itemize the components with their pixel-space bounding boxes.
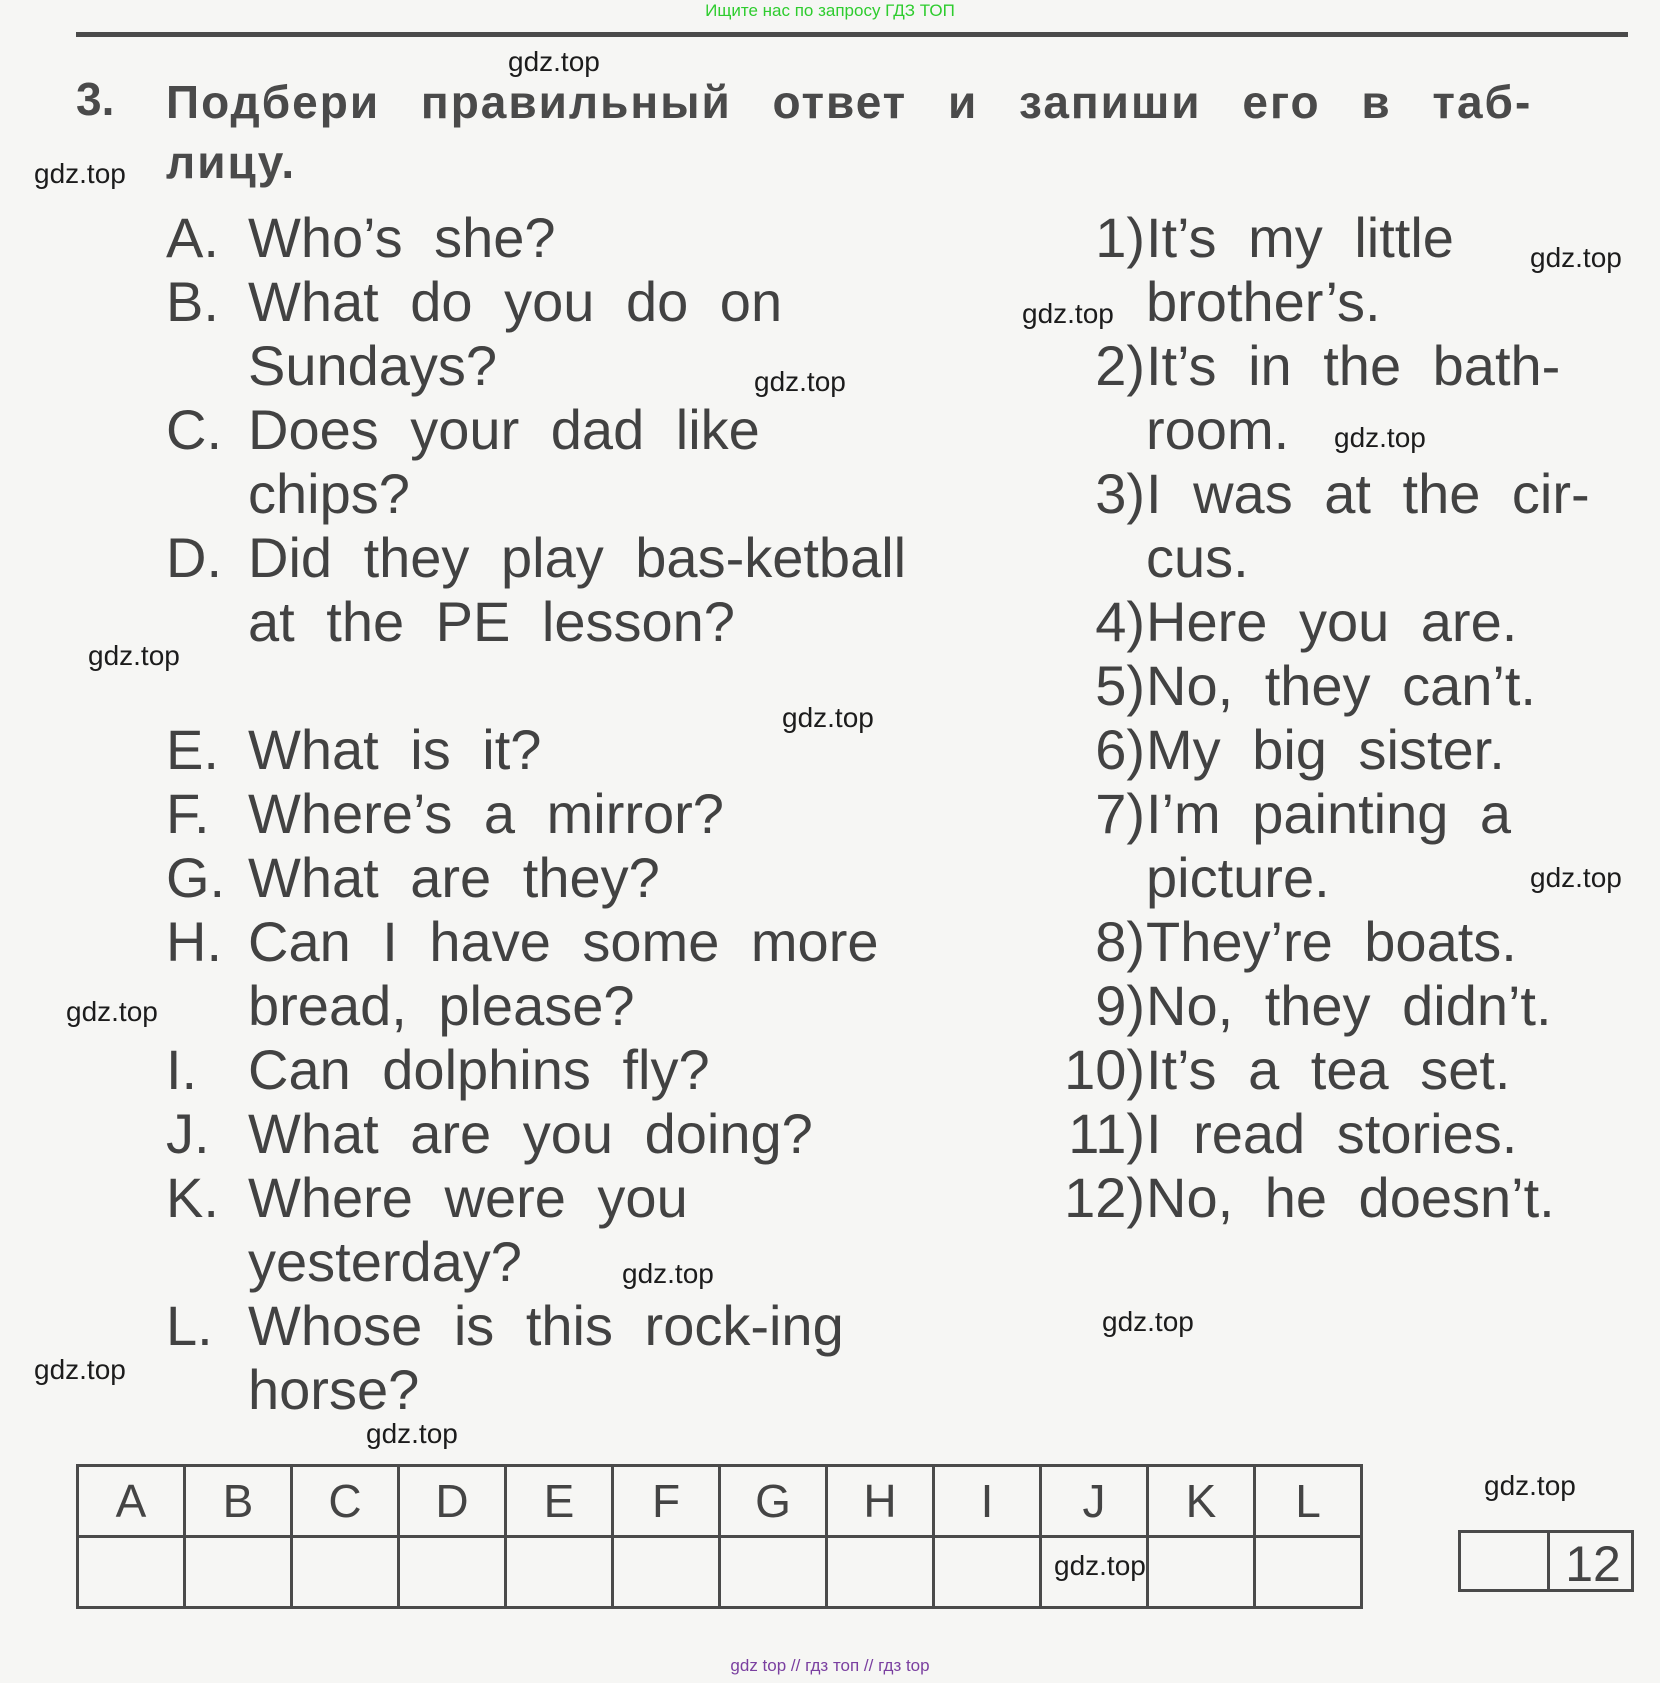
answer-text: I read stories. (1146, 1102, 1518, 1165)
answer-cell-a[interactable] (78, 1537, 185, 1608)
watermark: gdz.top (34, 1354, 126, 1385)
question-item (166, 910, 926, 1038)
question-letter: C. (166, 398, 222, 461)
answer-table (76, 1464, 1363, 1609)
answer-text: No, they didn’t. (1146, 974, 1552, 1037)
answer-text: My big sister. (1146, 718, 1505, 781)
question-item (166, 1294, 926, 1422)
answer-number: 1) (1095, 206, 1145, 269)
answer-text: They’re boats. (1146, 910, 1517, 973)
answer-item (1030, 1038, 1660, 1102)
watermark: gdz.top (1530, 862, 1622, 893)
question-item (166, 206, 926, 270)
answer-text: I’m painting a picture. (1146, 782, 1512, 909)
watermark: gdz.top (66, 996, 158, 1027)
answer-item (1030, 590, 1660, 654)
watermark: gdz.top (1530, 242, 1622, 273)
answer-number: 9) (1095, 974, 1145, 1037)
question-letter: K. (166, 1166, 219, 1229)
answer-number: 11) (1068, 1102, 1145, 1165)
answer-number: 5) (1095, 654, 1145, 717)
question-text: Whose is this rock-ing horse? (248, 1294, 844, 1421)
answer-number: 10) (1064, 1038, 1145, 1101)
question-text: What are they? (248, 846, 660, 909)
question-letter: F. (166, 782, 210, 845)
answer-text: No, he doesn’t. (1146, 1166, 1555, 1229)
question-item (166, 1102, 926, 1166)
answer-table-header: L (1255, 1466, 1362, 1537)
question-item (166, 526, 926, 654)
question-letter: E. (166, 718, 219, 781)
question-item (166, 398, 926, 526)
footer: gdz top // гдз топ // гдз top (730, 1656, 930, 1675)
watermark: gdz.top (366, 1418, 458, 1449)
watermark: gdz.top (782, 702, 874, 733)
answer-table-header: G (720, 1466, 827, 1537)
watermark: gdz.top (1334, 422, 1426, 453)
answer-number: 3) (1095, 462, 1145, 525)
watermark: gdz.top (88, 640, 180, 671)
watermark: gdz.top (1022, 298, 1114, 329)
question-text: What is it? (248, 718, 542, 781)
question-text: Who’s she? (248, 206, 556, 269)
question-text: Does your dad like chips? (248, 398, 760, 525)
score-divider (1547, 1533, 1550, 1589)
watermark: gdz.top (1054, 1550, 1146, 1581)
answer-table-header: E (506, 1466, 613, 1537)
answer-text: It’s a tea set. (1146, 1038, 1511, 1101)
answer-table-header: F (613, 1466, 720, 1537)
answer-text: Here you are. (1146, 590, 1518, 653)
watermark: gdz.top (34, 158, 126, 189)
watermark: gdz.top (1484, 1470, 1576, 1501)
answer-cell-e[interactable] (506, 1537, 613, 1608)
answer-text: It’s in the bath-room. (1146, 334, 1561, 461)
question-letter: A. (166, 206, 219, 269)
answer-table-header: J (1041, 1466, 1148, 1537)
answer-table-header: B (185, 1466, 292, 1537)
answer-item (1030, 718, 1660, 782)
answer-table-header: A (78, 1466, 185, 1537)
answer-table-header: D (399, 1466, 506, 1537)
answer-cell-i[interactable] (934, 1537, 1041, 1608)
answer-item (1030, 1166, 1660, 1230)
answer-table-input-row (78, 1537, 1362, 1608)
answer-cell-c[interactable] (292, 1537, 399, 1608)
answer-cell-b[interactable] (185, 1537, 292, 1608)
question-letter: L. (166, 1294, 213, 1357)
answer-cell-f[interactable] (613, 1537, 720, 1608)
question-letter: H. (166, 910, 222, 973)
question-item (166, 782, 926, 846)
answer-text: I was at the cir-cus. (1146, 462, 1590, 589)
answer-number: 6) (1095, 718, 1145, 781)
question-letter: B. (166, 270, 219, 333)
question-text: What are you doing? (248, 1102, 813, 1165)
header-rule (76, 32, 1628, 37)
answer-cell-j[interactable] (1041, 1537, 1148, 1608)
answer-number: 12) (1064, 1166, 1145, 1229)
answer-number: 8) (1095, 910, 1145, 973)
question-item (166, 846, 926, 910)
exercise-instruction: Подбери правильный ответ и запиши его в таб-лицу. (166, 76, 1533, 188)
question-letter: D. (166, 526, 222, 589)
question-letter: G. (166, 846, 226, 909)
question-text: Can I have some more bread, please? (248, 910, 879, 1037)
score-box (1458, 1530, 1634, 1592)
answer-number: 7) (1095, 782, 1145, 845)
answer-table-header: I (934, 1466, 1041, 1537)
score-max: 12 (1565, 1536, 1621, 1592)
answer-cell-g[interactable] (720, 1537, 827, 1608)
answer-table-header: C (292, 1466, 399, 1537)
watermark: gdz.top (622, 1258, 714, 1289)
question-text: Can dolphins fly? (248, 1038, 710, 1101)
top-banner: Ищите нас по запросу ГДЗ ТОП (705, 1, 955, 20)
answer-item (1030, 462, 1660, 590)
question-letter: I. (166, 1038, 198, 1101)
question-item (166, 1038, 926, 1102)
answer-cell-h[interactable] (827, 1537, 934, 1608)
question-item (166, 1166, 926, 1294)
answer-item (1030, 910, 1660, 974)
answer-cell-d[interactable] (399, 1537, 506, 1608)
answer-cell-l[interactable] (1255, 1537, 1362, 1608)
answer-number: 4) (1095, 590, 1145, 653)
answer-table-header-row (78, 1466, 1362, 1537)
question-text: Where were you yesterday? (248, 1166, 688, 1293)
answer-table-header: H (827, 1466, 934, 1537)
answer-number: 2) (1095, 334, 1145, 397)
answer-text: No, they can’t. (1146, 654, 1536, 717)
exercise-number: 3. (76, 73, 115, 125)
answer-item (1030, 974, 1660, 1038)
watermark: gdz.top (1102, 1306, 1194, 1337)
answer-item (1030, 654, 1660, 718)
answer-table-header: K (1148, 1466, 1255, 1537)
answer-text: It’s my little brother’s. (1146, 206, 1454, 333)
question-letter: J. (166, 1102, 210, 1165)
watermark: gdz.top (508, 46, 600, 77)
question-text: What do you do on Sundays? (248, 270, 783, 397)
watermark: gdz.top (754, 366, 846, 397)
answer-item (1030, 1102, 1660, 1166)
answer-cell-k[interactable] (1148, 1537, 1255, 1608)
question-text: Did they play bas-ketball at the PE lesson? (248, 526, 907, 653)
question-text: Where’s a mirror? (248, 782, 724, 845)
